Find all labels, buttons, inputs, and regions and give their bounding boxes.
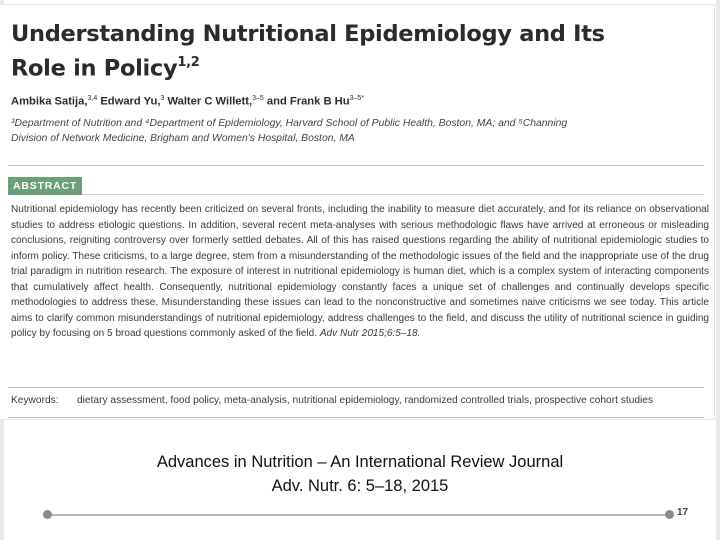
abstract-label: ABSTRACT — [8, 177, 82, 195]
author-affiliation-marker: 3–5* — [349, 95, 364, 102]
abstract-body: Nutritional epidemiology has recently been criticized on several fronts, including the inability to measure diet accurately, and for its reliance on observational studies to address etiologic questions. In addition, several recent meta-analyses with serious methodologic flaws have arrived at erroneous or misleading conclusions, reigniting controversy over formerly settled debates. All of this has raised questions regarding the ability of nutritional epidemiologic studies to inform policy. These criticisms, to a large degree, stem from a misunderstanding of the methodologic issues of the field and the inappropriate use of the drug trial paradigm in nutrition research. The exposure of interest in nutritional epidemiology is human diet, which is a complex system of interacting components that cumulatively affect health. Consequently, nutritional epidemiology constantly faces a unique set of challenges and continually develops specific methodologies to address these. Misunderstanding these issues can lead to the nonconstructive and sometimes naive criticisms we see today. This article aims to clarify common misunderstandings of nutritional epidemiology, address challenges to the field, and discuss the utility of nutritional science in guiding policy by focusing on 5 broad questions commonly asked of the field. — [11, 204, 709, 339]
abstract-underline — [82, 194, 704, 195]
affiliation-line2: Division of Network Medicine, Brigham and Women's Hospital, Boston, MA — [11, 133, 355, 144]
paper-title-footnote: 1,2 — [177, 55, 200, 70]
author: Edward Yu, — [100, 95, 161, 108]
author-list — [11, 95, 711, 108]
journal-reference: Adv. Nutr. 6: 5–18, 2015 — [271, 477, 449, 495]
journal-name: Advances in Nutrition – An International Review Journal — [156, 453, 564, 471]
divider — [8, 417, 704, 418]
paper-title-line1: Understanding Nutritional Epidemiology and Its — [11, 21, 605, 47]
keywords-label: Keywords: — [11, 395, 59, 406]
keywords-list: dietary assessment, food policy, meta-analysis, nutritional epidemiology, randomized controlled trials, prospective cohort studies — [77, 395, 654, 406]
author: and Frank B Hu — [266, 95, 350, 108]
affiliations — [11, 116, 711, 146]
footer-rule — [47, 514, 669, 516]
author-affiliation-marker: 3,4 — [87, 95, 98, 102]
paper-title — [11, 19, 651, 84]
author-affiliation-marker: 3 — [160, 95, 165, 102]
keywords-row — [11, 395, 711, 406]
footer-dot-left — [43, 510, 52, 519]
author: Walter C Willett, — [167, 95, 253, 108]
abstract-citation: Adv Nutr 2015;6:5–18. — [319, 328, 421, 339]
paper-excerpt-image — [0, 5, 714, 419]
abstract-text — [11, 202, 709, 342]
page-number: 17 — [677, 507, 689, 518]
paper-title-line2: Role in Policy — [11, 55, 178, 82]
affiliation-line1: ³Department of Nutrition and ⁴Department of Epidemiology, Harvard School of Public Health, Boston, MA; and ⁵Channing — [11, 118, 568, 129]
footer-dot-right — [665, 510, 674, 519]
divider — [8, 387, 704, 388]
divider — [8, 165, 704, 166]
author: Ambika Satija, — [11, 95, 88, 108]
author-affiliation-marker: 3–5 — [252, 95, 264, 102]
